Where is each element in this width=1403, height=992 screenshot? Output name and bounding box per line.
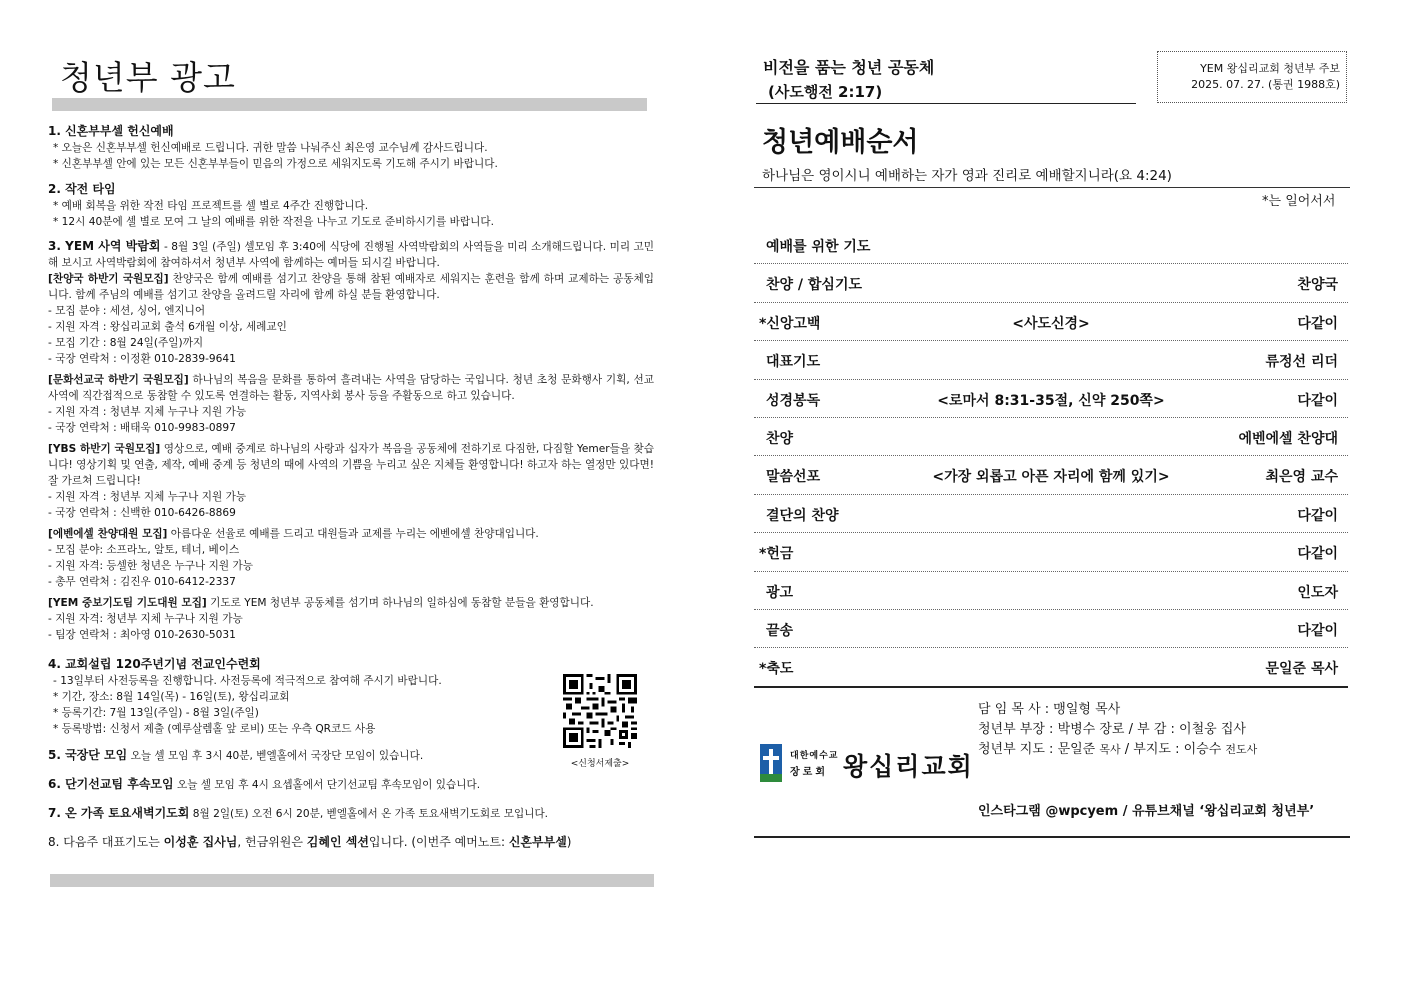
vision-reference: (사도행전 2:17) [768, 83, 883, 101]
prayer-team-recruit-text: 기도로 YEM 청년부 공동체를 섬기며 하나님의 일하심에 동참할 분들을 환영합니다. [206, 597, 594, 609]
announcement-7 [48, 805, 654, 822]
service-item-leader: 다같이 [1297, 507, 1338, 524]
ybs-recruit-label: [YBS 하반기 국원모집] [48, 443, 161, 455]
logo-presbyterian: 장로회 [790, 767, 828, 778]
service-order-list [754, 226, 1348, 688]
order-of-worship-title: 청년예배순서 [762, 127, 919, 158]
ebenezer-recruit-text: 아름다운 선율로 예배를 드리고 대원들과 교제를 누리는 에벤에셀 찬양대입니다. [167, 528, 539, 540]
announcement-8 [48, 834, 654, 850]
choir-recruit-text: 찬양국은 함께 예배를 섬기고 찬양을 통해 참된 예배자로 세워지는 훈련을 함께 하며 교제하는 공동체입니다. 함께 주님의 예배를 섬기고 찬양을 올려드릴 자리에 함께 하실 분들 환영합니다. [48, 273, 654, 301]
qr-code-icon[interactable] [563, 674, 637, 748]
detail-line: - 지원 자격: 청년부 지체 누구나 지원 가능 [48, 613, 243, 625]
vision-text: 비전을 품는 청년 공동체 [763, 58, 935, 77]
announcement-4-line: * 등록기간: 7월 13일(주일) - 8월 3일(주일) [53, 707, 259, 719]
service-item [754, 380, 1348, 418]
logo-church-name: 왕십리교회 [843, 752, 974, 781]
issue-date: 2025. 07. 27. (통권 1988호) [1191, 78, 1340, 91]
detail-line: - 지원 자격 : 청년부 지체 누구나 지원 가능 [48, 491, 247, 503]
service-item [754, 648, 1348, 687]
stand-note: *는 일어서서 [1262, 194, 1336, 209]
service-item-name: *축도 [759, 661, 794, 678]
ybs-recruit-text: 영상으로, 예배 중계로 하나님의 사랑과 십자가 복음을 공동체에 전하기로 다짐한, 다짐할 Yemer들을 찾습니다! 영상기획 및 연출, 제작, 예배 중계 등 청년의 때에 사역의 기쁨을 누리고 싶은 지체들 환영합니다! 하고자 하는 열정만 있다면! 잘 가르쳐 드립니다! [48, 443, 654, 487]
service-item [754, 456, 1348, 494]
senior-pastor: 담 임 목 사 : 맹일형 목사 [978, 702, 1121, 717]
staff-text: 청년부 지도 : 문일준 [978, 742, 1100, 757]
service-item-name: 예배를 위한 기도 [766, 239, 871, 255]
bulletin-name: YEM 왕십리교회 청년부 주보 [1200, 62, 1340, 75]
service-item-leader: 다같이 [1297, 315, 1338, 332]
youth-department-advisors [978, 740, 1257, 760]
next-prayer-leader: 이성훈 집사님 [163, 835, 238, 849]
verse-divider [754, 187, 1350, 188]
yemer-note-cell: 신혼부부셀 [508, 835, 567, 849]
service-item-name: 말씀선포 [766, 469, 821, 486]
staff-text: / 부지도 : 이승수 [1120, 742, 1226, 757]
announcement-8-text: ) [566, 835, 572, 849]
staff-title: 전도사 [1225, 743, 1258, 756]
announcement-3 [48, 238, 654, 643]
culture-recruit-text: 하나님의 복음을 문화를 통하여 흘려내는 사역을 담당하는 국입니다. 청년 초청 문화행사 기획, 선교사역에 직간접적으로 동참할 수 있도록 연결하는 활동, 지역사회 봉사 등을 주활동으로 하고 있습니다. [48, 374, 654, 402]
announcement-1-heading: 1. 신혼부부셀 헌신예배 [48, 124, 174, 138]
youth-department-heads: 청년부 부장 : 박병수 장로 / 부 감 : 이철웅 집사 [978, 722, 1246, 737]
announcement-4-line: - 13일부터 사전등록을 진행합니다. 사전등록에 적극적으로 참여해 주시기 바랍니다. [53, 675, 442, 687]
church-cross-logo-icon [760, 744, 782, 782]
social-media-links[interactable]: 인스타그램 @wpcyem / 유튜브채널 ‘왕십리교회 청년부’ [978, 804, 1315, 819]
announcement-6-heading: 6. 단기선교팀 후속모임 [48, 777, 174, 791]
service-item-leader: 다같이 [1297, 546, 1338, 563]
detail-line: - 국장 연락처 : 이정환 010-2839-9641 [48, 353, 236, 365]
service-item-detail: <사도신경> [1012, 315, 1090, 332]
offering-team: 김혜인 섹션 [306, 835, 369, 849]
announcement-2-heading: 2. 작전 타임 [48, 182, 116, 196]
culture-recruit-label: [문화선교국 하반기 국원모집] [48, 374, 189, 386]
service-item-name: 대표기도 [766, 354, 821, 371]
prayer-team-recruit-label: [YEM 중보기도팀 기도대원 모집] [48, 597, 207, 609]
detail-line: - 모집 기간 : 8월 24일(주일)까지 [48, 337, 204, 349]
service-item [754, 572, 1348, 610]
bottom-grey-bar [50, 874, 654, 887]
service-item-leader: 에벤에셀 찬양대 [1238, 430, 1338, 447]
service-item-leader: 최은영 교수 [1265, 469, 1338, 486]
service-item [754, 341, 1348, 379]
service-item [754, 418, 1348, 456]
detail-line: - 국장 연락처 : 배태욱 010-9983-0897 [48, 422, 236, 434]
detail-line: - 모집 분야: 소프라노, 알토, 테너, 베이스 [48, 544, 240, 556]
detail-line: - 지원 자격 : 청년부 지체 누구나 지원 가능 [48, 406, 247, 418]
detail-line: - 모집 분야 : 세션, 싱어, 엔지니어 [48, 305, 206, 317]
logo-denomination: 대한예수교 [790, 751, 839, 761]
announcement-7-heading: 7. 온 가족 토요새벽기도회 [48, 806, 190, 820]
announcement-3-text: - 8월 3일 (주일) 셀모임 후 3:40에 식당에 진행될 사역박람회의 사역들을 미리 소개해드립니다. 미리 고민해 보시고 사역박람회에 참여하셔서 청년부 사역에 함께하는 예머들 되시길 바랍니다. [48, 241, 655, 269]
ebenezer-recruit-label: [에벤에셀 찬양대원 모집] [48, 528, 168, 540]
service-item [754, 226, 1348, 264]
announcement-2-line: * 12시 40분에 셀 별로 모여 그 날의 예배를 위한 작전을 나누고 기도로 준비하시기를 바랍니다. [53, 216, 494, 228]
service-item-name: *헌금 [759, 546, 794, 563]
announcement-7-text: 8월 2일(토) 오전 6시 20분, 벧엘홀에서 온 가족 토요새벽기도회로 모입니다. [189, 808, 549, 820]
service-item-name: 결단의 찬양 [766, 507, 839, 524]
bottom-divider [754, 836, 1350, 838]
service-item-name: 찬양 / 합심기도 [766, 277, 863, 294]
announcement-2-line: * 예배 회복을 위한 작전 타임 프로젝트를 셀 별로 4주간 진행합니다. [53, 200, 369, 212]
service-item [754, 264, 1348, 302]
service-item [754, 610, 1348, 648]
service-item-leader: 다같이 [1297, 622, 1338, 639]
service-item-detail: <로마서 8:31-35절, 신약 250쪽> [937, 392, 1165, 409]
announcement-4-line: * 기간, 장소: 8월 14일(목) - 16일(토), 왕십리교회 [53, 691, 290, 703]
announcement-6 [48, 776, 654, 793]
service-item-name: 광고 [766, 584, 794, 601]
detail-line: - 총무 연락처 : 김진우 010-6412-2337 [48, 576, 236, 588]
announcement-8-text: 입니다. (이번주 예머노트: [368, 835, 509, 849]
title-underline-bar [52, 98, 647, 111]
choir-recruit-label: [찬양국 하반기 국원모집] [48, 273, 169, 285]
service-item-leader: 다같이 [1297, 392, 1338, 409]
service-item [754, 495, 1348, 533]
announcement-4-line: * 등록방법: 신청서 제출 (예루살렘홀 앞 로비) 또는 우측 QR코드 사용 [53, 723, 376, 735]
service-item-name: 끝송 [766, 622, 794, 639]
announcement-5-heading: 5. 국장단 모임 [48, 748, 128, 762]
staff-title: 목사 [1099, 743, 1121, 756]
detail-line: - 지원 자격 : 왕십리교회 출석 6개월 이상, 세례교인 [48, 321, 287, 333]
service-item-leader: 류정선 리더 [1265, 354, 1338, 371]
announcement-8-text: 8. 다음주 대표기도는 [48, 835, 164, 849]
issue-info-box [1157, 51, 1347, 103]
announcement-1 [48, 122, 654, 172]
announcement-6-text: 오늘 셀 모임 후 4시 요셉홀에서 단기선교팀 후속모임이 있습니다. [173, 779, 481, 791]
service-item-leader: 찬양국 [1297, 277, 1338, 294]
service-item-name: *신앙고백 [759, 315, 821, 332]
service-item [754, 533, 1348, 571]
left-page-title: 청년부 광고 [60, 58, 236, 97]
announcement-8-text: , 헌금위원은 [237, 835, 307, 849]
service-item-name: 찬양 [766, 430, 794, 447]
announcement-5-text: 오늘 셀 모임 후 3시 40분, 벧엘홀에서 국장단 모임이 있습니다. [127, 750, 424, 762]
vision-heading [763, 56, 934, 104]
announcement-4-heading: 4. 교회설립 120주년기념 전교인수련회 [48, 657, 261, 671]
service-item-leader: 인도자 [1297, 584, 1338, 601]
vision-underline [756, 103, 1136, 104]
service-item-leader: 문일준 목사 [1265, 661, 1338, 678]
service-item-name: 성경봉독 [766, 392, 821, 409]
announcement-1-line: * 신혼부부셀 안에 있는 모든 신혼부부들이 믿음의 가정으로 세워지도록 기도해 주시기 바랍니다. [53, 158, 498, 170]
service-item [754, 303, 1348, 341]
service-item-detail: <가장 외롭고 아픈 자리에 함께 있기> [932, 469, 1170, 486]
detail-line: - 팀장 연락처 : 최아영 010-2630-5031 [48, 629, 236, 641]
scripture-verse: 하나님은 영이시니 예배하는 자가 영과 진리로 예배할지니라(요 4:24) [762, 168, 1172, 184]
qr-caption: <신청서제출> [570, 759, 630, 769]
announcement-2 [48, 180, 654, 230]
detail-line: - 국장 연락처 : 신백한 010-6426-8869 [48, 507, 236, 519]
staff-info [978, 700, 1257, 760]
announcement-1-line: * 오늘은 신혼부부셀 헌신예배로 드립니다. 귀한 말씀 나눠주신 최은영 교수님께 감사드립니다. [53, 142, 488, 154]
announcement-3-heading: 3. YEM 사역 박람회 [48, 239, 161, 253]
detail-line: - 지원 자격: 등셀한 청년은 누구나 지원 가능 [48, 560, 253, 572]
